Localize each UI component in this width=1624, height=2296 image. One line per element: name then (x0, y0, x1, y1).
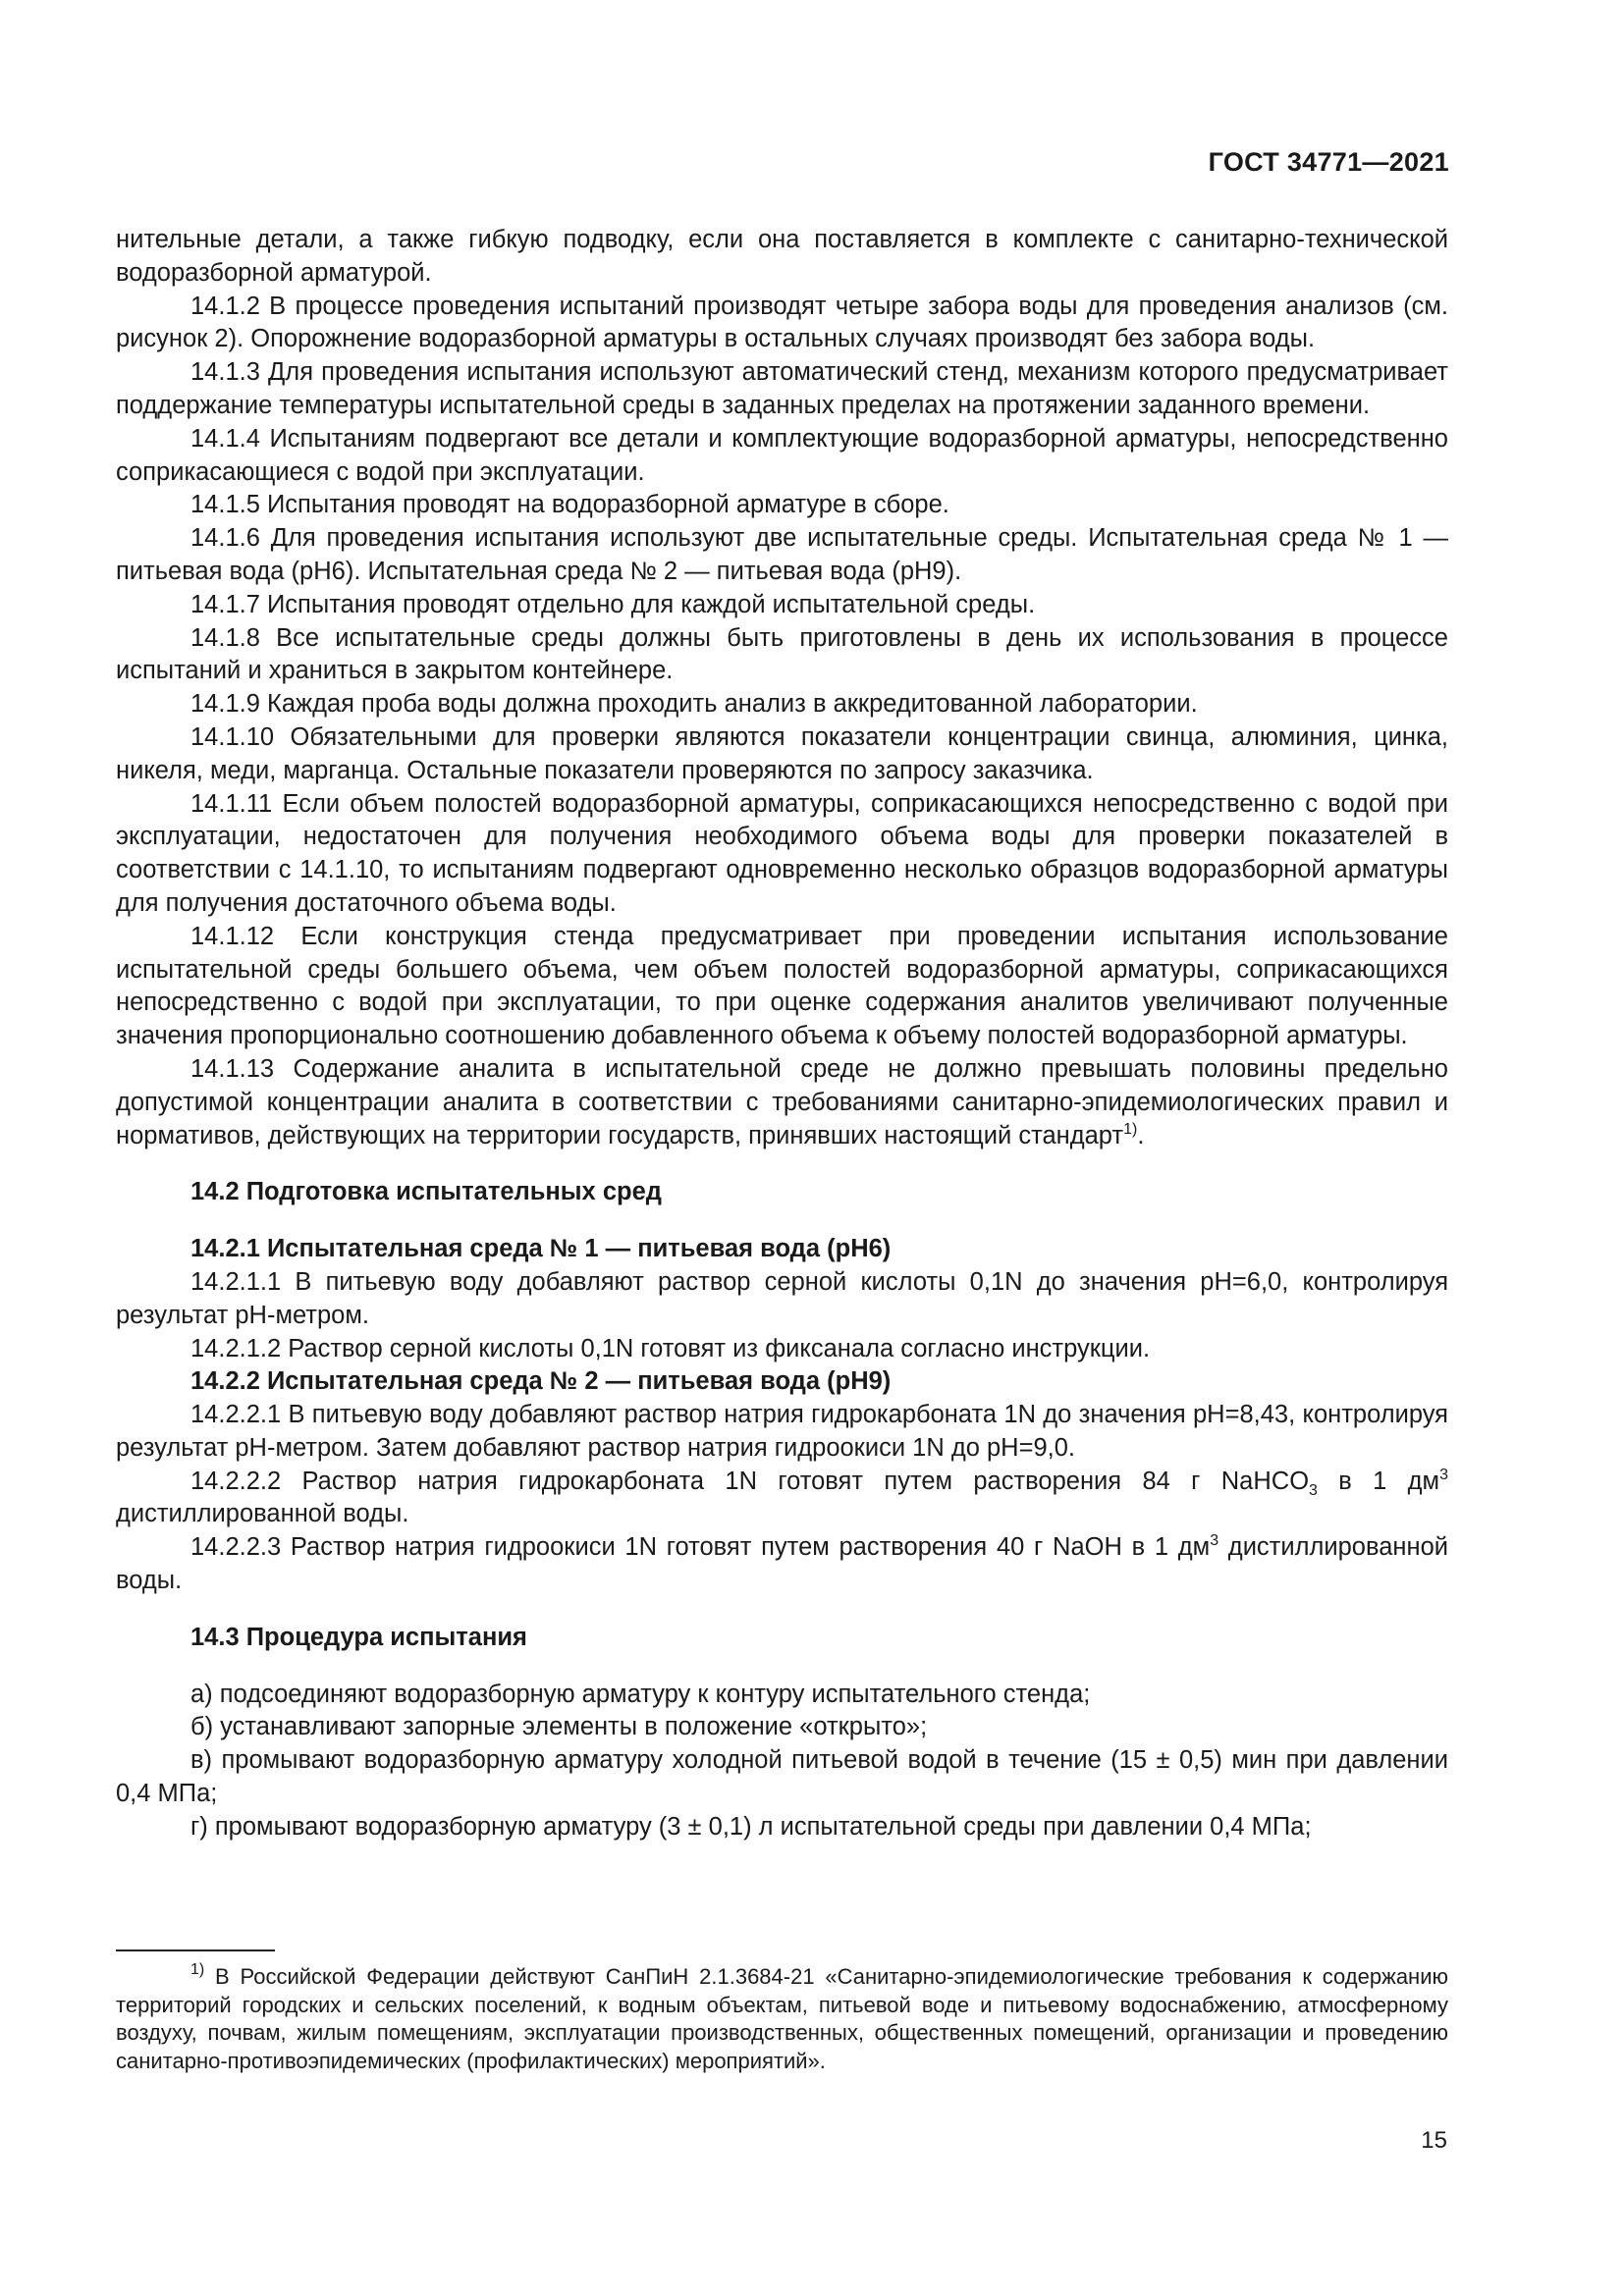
footnote-reference: 1) (1123, 1120, 1138, 1138)
paragraph-14-2-2-2-text: 14.2.2.2 Раствор натрия гидрокарбоната 1N готовят путем растворения 84 г NaHCO (190, 1467, 1310, 1495)
paragraph-14-1-4: 14.1.4 Испытаниям подвергают все детали и комплектующие водоразборной арматуры, непосредственно соприкасающиеся с водой при эксплуатации. (116, 424, 1448, 486)
list-item-b: б) устанавливают запорные элементы в положение «открыто»; (190, 1713, 928, 1741)
superscript-3: 3 (1439, 1466, 1448, 1483)
paragraph-14-1-3: 14.1.3 Для проведения испытания используют автоматический стенд, механизм которого предусматривает поддержание температуры испытательной среды в заданных пределах на протяжении заданного времени. (116, 358, 1448, 419)
document-body (116, 224, 1448, 1844)
paragraph-14-2-2-1: 14.2.2.1 В питьевую воду добавляют раствор натрия гидрокарбоната 1N до значения pH=8,43, контролируя результат pH-метром. Затем добавляют раствор натрия гидроокиси 1N до pH=9,0. (116, 1401, 1448, 1462)
paragraph-14-1-13-end: . (1137, 1121, 1145, 1149)
page-number: 15 (1421, 2127, 1447, 2154)
paragraph-14-1-13-text: 14.1.13 Содержание аналита в испытательной среде не должно превышать половины предельно допустимой концентрации аналита в соответствии с требованиями санитарно-эпидемиологических правил и нормативов, действующих на территории государств, принявших настоящий стандарт (116, 1054, 1448, 1149)
section-heading-14-3: 14.3 Процедура испытания (190, 1623, 527, 1651)
paragraph-14-2-2-3-text: 14.2.2.3 Раствор натрия гидроокиси 1N готовят путем растворения 40 г NaOH в 1 дм (190, 1533, 1211, 1562)
list-item-a: а) подсоединяют водоразборную арматуру к контуру испытательного стенда; (190, 1680, 1091, 1708)
paragraph-14-1-10: 14.1.10 Обязательными для проверки являются показатели концентрации свинца, алюминия, цинка, никеля, меди, марганца. Остальные показатели проверяются по запросу заказчика. (116, 722, 1448, 784)
paragraph-14-1-11: 14.1.11 Если объем полостей водоразборной арматуры, соприкасающихся непосредственно с водой при эксплуатации, недостаточен для получения необходимого объема воды для проверки показателей в соответствии с 14.1.10, то испытаниям подвергают одновременно несколько образцов водоразборной арматуры для получения достаточного объема воды. (116, 789, 1448, 917)
list-item-d: г) промывают водоразборную арматуру (3 ± 0,1) л испытательной среды при давлении 0,4 МПа; (190, 1812, 1312, 1841)
paragraph-14-1-8: 14.1.8 Все испытательные среды должны быть приготовлены в день их использования в процессе испытаний и храниться в закрытом контейнере. (116, 623, 1448, 685)
paragraph-14-2-1-1: 14.2.1.1 В питьевую воду добавляют раствор серной кислоты 0,1N до значения pH=6,0, контролируя результат pH-метром. (116, 1267, 1448, 1329)
paragraph-14-2-2-2-end: дистиллированной воды. (116, 1500, 409, 1528)
paragraph-14-1-9: 14.1.9 Каждая проба воды должна проходить анализ в аккредитованной лаборатории. (190, 690, 1198, 719)
footnote-1 (116, 1963, 1448, 2075)
paragraph-continuation: нительные детали, а также гибкую подводку, если она поставляется в комплекте с санитарно-технической водоразборной арматурой. (116, 226, 1448, 287)
paragraph-14-2-2-2 (116, 1466, 1448, 1532)
subscript-3: 3 (1309, 1481, 1318, 1499)
paragraph-14-1-13 (116, 1053, 1448, 1152)
paragraph-14-1-2: 14.1.2 В процессе проведения испытаний производят четыре забора воды для проведения анализов (см. рисунок 2). Опорожнение водоразборной арматуры в остальных случаях производят без забора воды. (116, 292, 1448, 353)
paragraph-14-2-1-2: 14.2.1.2 Раствор серной кислоты 0,1N готовят из фиксанала согласно инструкции. (190, 1334, 1151, 1362)
document-header: ГОСТ 34771—2021 (1208, 147, 1449, 177)
footnote-text: В Российской Федерации действуют СанПиН 2.1.3684-21 «Санитарно-эпидемиологические требования к содержанию территорий городских и сельских поселений, к водным объектам, питьевой воде и питьевому водоснабжению, атмосферному воздуху, почвам, жилым помещениям, эксплуатации производственных, общественных помещений, организации и проведению санитарно-противоэпидемических (профилактических) мероприятий». (116, 1964, 1448, 2073)
subsection-heading-14-2-2: 14.2.2 Испытательная среда № 2 — питьевая вода (pH9) (190, 1367, 892, 1396)
paragraph-14-1-5: 14.1.5 Испытания проводят на водоразборной арматуре в сборе. (190, 491, 949, 519)
footnote-divider (116, 1949, 275, 1951)
paragraph-14-1-12: 14.1.12 Если конструкция стенда предусматривает при проведении испытания использование испытательной среды большего объема, чем объем полостей водоразборной арматуры, соприкасающихся непосредственно с водой при эксплуатации, то при оценке содержания аналитов увеличивают полученные значения пропорционально соотношению добавленного объема к объему полостей водоразборной арматуры. (116, 922, 1448, 1050)
footnotes (116, 1963, 1448, 2075)
superscript-3: 3 (1210, 1532, 1219, 1550)
list-item-c: в) промывают водоразборную арматуру холодной питьевой водой в течение (15 ± 0,5) мин при давлении 0,4 МПа; (116, 1746, 1448, 1808)
footnote-mark: 1) (190, 1961, 205, 1978)
paragraph-14-1-7: 14.1.7 Испытания проводят отдельно для каждой испытательной среды. (190, 590, 1036, 618)
section-heading-14-2: 14.2 Подготовка испытательных сред (190, 1178, 662, 1206)
subsection-heading-14-2-1: 14.2.1 Испытательная среда № 1 — питьевая вода (pH6) (190, 1235, 892, 1263)
paragraph-14-1-6: 14.1.6 Для проведения испытания используют две испытательные среды. Испытательная среда № 1 — питьевая вода (pH6). Испытательная среда № 2 — питьевая вода (pH9). (116, 524, 1448, 585)
paragraph-14-2-2-2-mid: в 1 дм (1317, 1467, 1440, 1495)
paragraph-14-2-2-3 (116, 1531, 1448, 1598)
paragraph-14-2-2-3-end: дистиллированной воды. (116, 1533, 1449, 1595)
